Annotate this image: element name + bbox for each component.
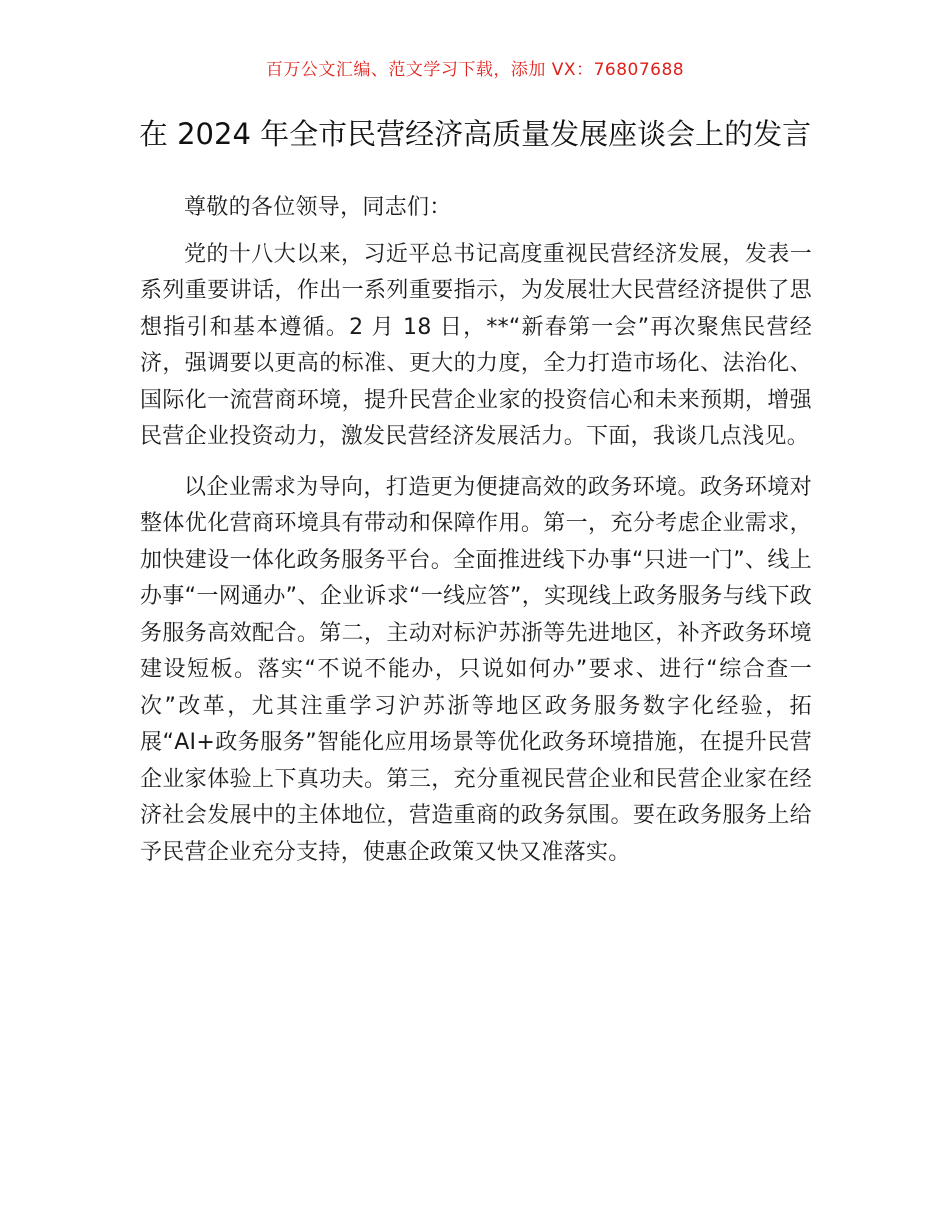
paragraph-2: 以企业需求为导向，打造更为便捷高效的政务环境。政务环境对整体优化营商环境具有带动和保障作用。第一，充分考虑企业需求，加快建设一体化政务服务平台。全面推进线下办事“只进一门”、线上办事“一网通办”、企业诉求“一线应答”，实现线上政务服务与线下政务服务高效配合。第二，主动对标沪苏浙等先进地区，补齐政务环境建设短板。落实“不说不能办，只说如何办”要求、进行“综合查一次”改革，尤其注重学习沪苏浙等地区政务服务数字化经验，拓展“AI+政务服务”智能化应用场景等优化政务环境措施，在提升民营企业家体验上下真功夫。第三，充分重视民营企业和民营企业家在经济社会发展中的主体地位，营造重商的政务氛围。要在政务服务上给予民营企业充分支持，使惠企政策又快又准落实。 <box>140 474 812 865</box>
header-banner: 百万公文汇编、范文学习下载，添加 VX：76807688 <box>265 60 685 80</box>
document-title: 在 2024 年全市民营经济高质量发展座谈会上的发言 <box>138 117 812 151</box>
greeting: 尊敬的各位领导，同志们： <box>184 195 452 220</box>
paragraph-1: 党的十八大以来，习近平总书记高度重视民营经济发展，发表一系列重要讲话，作出一系列重要指示，为发展壮大民营经济提供了思想指引和基本遵循。2 月 18 日，**“新春第一会”再次聚焦民营经济，强调要以更高的标准、更大的力度，全力打造市场化、法治化、国际化一流营商环境，提升民营企业家的投资信心和未来预期，增强民营企业投资动力，激发民营经济发展活力。下面，我谈几点浅见。 <box>140 241 812 449</box>
document-body <box>140 190 812 885</box>
